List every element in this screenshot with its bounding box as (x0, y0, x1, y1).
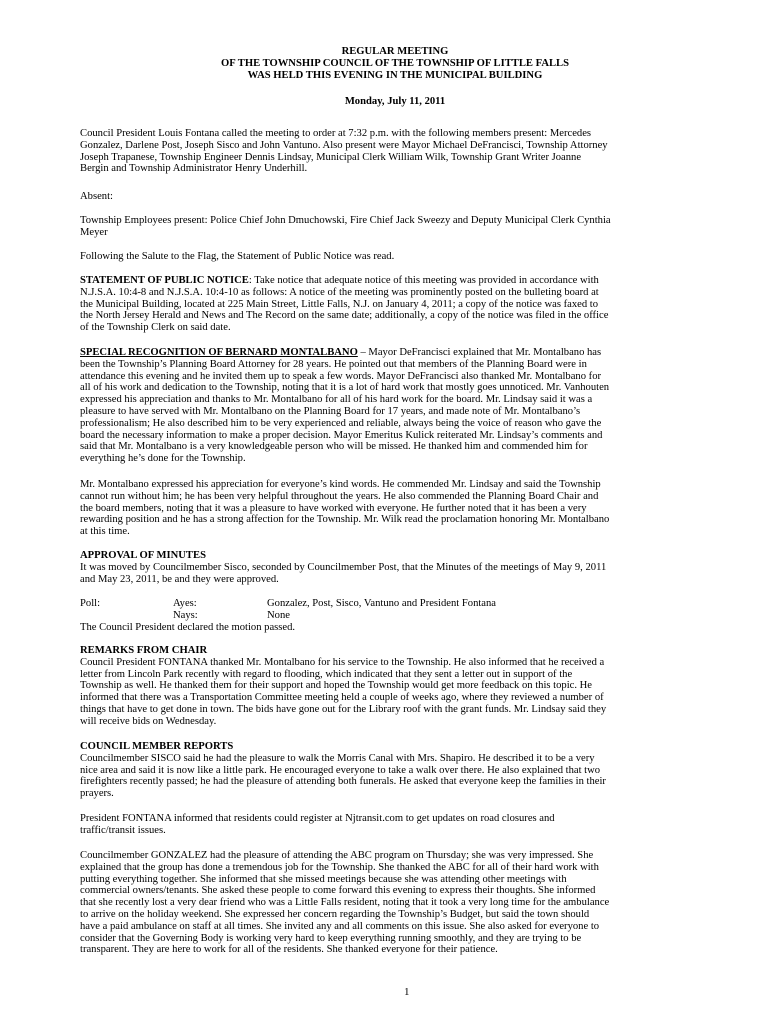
public-notice-heading: STATEMENT OF PUBLIC NOTICE (80, 275, 249, 286)
text-line: board the necessary information to make a proper decision. Mayor Emeritus Kulick reiterated Mr. Lindsay’s comments and (80, 429, 603, 441)
motion-result: The Council President declared the motion passed. (80, 621, 296, 633)
text-line: – Mayor DeFrancisci explained that Mr. Montalbano has (357, 347, 602, 358)
text-line: the North Jersey Herald and News and The Record on the same date; additionally, a copy of the notice was filed in the office (80, 310, 609, 322)
recognition-heading: SPECIAL RECOGNITION OF BERNARD MONTALBANO (80, 347, 358, 358)
text-line: Councilmember GONZALEZ had the pleasure of attending the ABC program on Thursday; she was very impressed. She (80, 850, 594, 861)
text-line: informed that there was a Transportation Committee meeting held a couple of weeks ago, where they reviewed a number of (80, 692, 604, 704)
ayes-label: Ayes: (173, 598, 197, 609)
header-line-1: REGULAR MEETING (341, 46, 449, 57)
text-line: expressed his appreciation and thanks to Mr. Montalbano for all of his hard work for the board. Mr. Lindsay said it was a (80, 394, 593, 406)
reports-heading: COUNCIL MEMBER REPORTS (80, 741, 234, 752)
text-line: putting everything together. She informed that she missed meetings because she was attending other meetings with (80, 873, 567, 885)
text-line: Joseph Trapanese, Township Engineer Dennis Lindsay, Municipal Clerk William Wilk, Township Grant Writer Joanne (80, 151, 582, 163)
salute-paragraph: Following the Salute to the Flag, the Statement of Public Notice was read. (80, 251, 395, 262)
text-line: at this time. (80, 526, 130, 538)
gonzalez-report (80, 850, 712, 956)
text-line: Council President Louis Fontana called the meeting to order at 7:32 p.m. with the following members present: Mercedes (80, 128, 592, 139)
poll-table (80, 598, 710, 633)
text-line: Councilmember SISCO said he had the pleasure to walk the Morris Canal with Mrs. Shapiro. He described it to be a very (80, 752, 595, 764)
remarks-section (80, 645, 712, 728)
meeting-date: Monday, July 11, 2011 (344, 96, 446, 107)
text-line: N.J.S.A. 10:4-8 and N.J.S.A. 10:4-10 as follows: A notice of the meeting was prominently posted on the bulleting board at (80, 286, 599, 298)
poll-ayes-row (80, 598, 710, 610)
ayes-value: Gonzalez, Post, Sisco, Vantuno and President Fontana (267, 598, 497, 609)
text-line: pleasure to have served with Mr. Montalbano on the Planning Board for 17 years, and made note of Mr. Montalbano’s (80, 405, 581, 417)
text-line: Meyer (80, 226, 108, 238)
public-notice-section (80, 275, 712, 334)
text-line: Township Employees present: Police Chief John Dmuchowski, Fire Chief Jack Sweezy and Deputy Municipal Clerk Cynthia (80, 215, 611, 226)
text-line: to arrive on the holiday weekend. She expressed her concern regarding the Township’s Budget, but said the town should (80, 908, 590, 920)
text-line: that she recently lost a very dear friend who was a Little Falls resident, noting that it took a very long time for the ambulance (80, 897, 610, 909)
text-line: traffic/transit issues. (80, 824, 166, 836)
header-line-3: WAS HELD THIS EVENING IN THE MUNICIPAL BUILDING (247, 69, 543, 81)
text-line: the board members, noting that it was a pleasure to have worked with everyone. He further noted that it has been a very (80, 502, 587, 514)
text-line: all of his work and dedication to the Township, noting that it is a lot of hard work that mostly goes unnoticed. Mr. Vanhouten (80, 382, 610, 394)
text-line: the Municipal Building, located at 225 Main Street, Little Falls, N.J. on January 4, 2011; a copy of the notice was faxed to (80, 298, 599, 310)
text-line: been the Township’s Planning Board Attorney for 28 years. He pointed out that members of the Planning Board were in (80, 358, 587, 370)
page-number: 1 (404, 986, 410, 998)
poll-nays-row (80, 610, 710, 622)
minutes-section (80, 550, 712, 585)
text-line: prayers. (80, 788, 114, 800)
opening-paragraph (80, 128, 712, 175)
text-line: It was moved by Councilmember Sisco, seconded by Councilmember Post, that the Minutes of the meetings of May 9, 2011 (80, 561, 607, 573)
text-line: President FONTANA informed that residents could register at Njtransit.com to get updates on road closures and (80, 813, 555, 824)
text-line: Bergin and Township Administrator Henry Underhill. (80, 163, 308, 175)
text-line: professionalism; He also described him to be very experienced and reliable, always being the voice of reason who gave the (80, 417, 602, 429)
text-line: will receive bids on Wednesday. (80, 715, 217, 727)
montalbano-reply-paragraph (80, 479, 712, 538)
text-line: attendance this evening and he invited them up to speak a few words. Mayor DeFrancisci also thanked Mr. Montalbano for (80, 370, 602, 382)
text-line: explained that the group has done a tremendous job for the Township. She thanked the ABC for all of their hard work with (80, 861, 599, 873)
text-line: letter from Lincoln Park recently with regard to flooding, which indicated that they sent a letter out in support of the (80, 668, 573, 680)
text-line: Council President FONTANA thanked Mr. Montalbano for his service to the Township. He also informed that he received a (80, 656, 605, 668)
text-line: rewarding position and he has a strong affection for the Township. Mr. Wilk read the proclamation honoring Mr. Montalbano (80, 514, 610, 526)
nays-label: Nays: (173, 609, 198, 621)
text-line: things that have to get done in town. The bids have gone out for the Library roof with the grant funds. Mr. Lindsay said they (80, 703, 607, 715)
text-line: Mr. Montalbano expressed his appreciation for everyone’s kind words. He commended Mr. Lindsay and said the Township (80, 479, 601, 490)
text-line: Gonzalez, Darlene Post, Joseph Sisco and John Vantuno. Also present were Mayor Michael DeFrancisci, Township Attorney (80, 139, 608, 151)
text-line: : Take notice that adequate notice of this meeting was provided in accordance with (248, 275, 599, 286)
employees-paragraph (80, 215, 712, 239)
text-line: Township as well. He thanked them for their support and hoped the Township would get more feedback on this topic. He (80, 680, 593, 692)
recognition-section (80, 347, 712, 465)
text-line: firefighters recently passed; he had the pleasure of attending both funerals. He asked that everyone keep the families in their (80, 776, 606, 788)
poll-label: Poll: (80, 598, 101, 609)
header-line-2: OF THE TOWNSHIP COUNCIL OF THE TOWNSHIP OF LITTLE FALLS (220, 57, 570, 69)
text-line: transparent. They are here to work for all of the residents. She thanked everyone for their patience. (80, 944, 498, 956)
nays-value: None (267, 609, 290, 621)
text-line: said that Mr. Montalbano is a very knowledgeable person who will be missed. He thanked him and commended him for (80, 441, 588, 453)
absent-line: Absent: (80, 191, 113, 202)
remarks-heading: REMARKS FROM CHAIR (80, 645, 208, 656)
text-line: commercial owners/tenants. She asked these people to come forward this evening to express their thoughts. She informed (80, 885, 596, 897)
text-line: and May 23, 2011, be and they were approved. (80, 573, 279, 585)
text-line: everything he’s done for the Township. (80, 453, 246, 465)
document-header (80, 46, 710, 81)
minutes-heading: APPROVAL OF MINUTES (80, 550, 206, 561)
text-line: have a paid ambulance on staff at all times. She invited any and all comments on this issue. She also asked for everyone to (80, 920, 600, 932)
text-line: nice area and said it is now like a little park. He encouraged everyone to take a walk over there. He also explained that two (80, 764, 601, 776)
text-line: consider that the Governing Body is working very hard to keep everything running smoothly, and they are trying to be (80, 932, 582, 944)
reports-section (80, 741, 712, 800)
text-line: of the Township Clerk on said date. (80, 322, 231, 334)
fontana-report (80, 813, 712, 837)
text-line: cannot run without him; he has been very helpful throughout the years. He also commended the Planning Board Chair and (80, 490, 599, 502)
